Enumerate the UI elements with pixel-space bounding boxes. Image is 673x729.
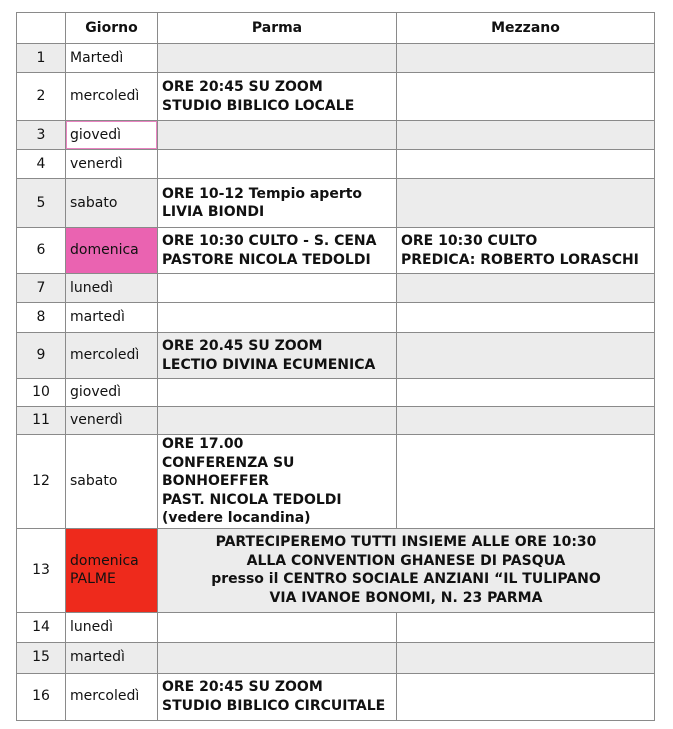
row-16 — [17, 673, 655, 720]
parma-cell — [158, 44, 397, 73]
row-3 — [17, 121, 655, 150]
day-number: 12 — [17, 435, 66, 529]
parma-cell — [158, 407, 397, 435]
day-number: 6 — [17, 228, 66, 274]
parma-cell: ORE 20:45 SU ZOOM STUDIO BIBLICO LOCALE — [158, 73, 397, 121]
day-name: giovedì — [66, 379, 158, 407]
row-13 — [17, 528, 655, 612]
parma-cell: ORE 10-12 Tempio aperto LIVIA BIONDI — [158, 179, 397, 228]
day-name: venerdì — [66, 150, 158, 179]
parma-cell — [158, 121, 397, 150]
row-2 — [17, 73, 655, 121]
header-mezzano: Mezzano — [397, 13, 655, 44]
day-name: venerdì — [66, 407, 158, 435]
row-15 — [17, 642, 655, 673]
mezzano-cell — [397, 179, 655, 228]
mezzano-cell — [397, 379, 655, 407]
day-name: Martedì — [66, 44, 158, 73]
header-giorno: Giorno — [66, 13, 158, 44]
day-name: martedì — [66, 303, 158, 333]
day-number: 16 — [17, 673, 66, 720]
mezzano-cell — [397, 435, 655, 529]
day-number: 2 — [17, 73, 66, 121]
mezzano-cell: ORE 10:30 CULTO PREDICA: ROBERTO LORASCHI — [397, 228, 655, 274]
day-number: 15 — [17, 642, 66, 673]
day-number: 7 — [17, 274, 66, 303]
day-number: 10 — [17, 379, 66, 407]
day-number: 3 — [17, 121, 66, 150]
day-number: 4 — [17, 150, 66, 179]
mezzano-cell — [397, 642, 655, 673]
joint-event-cell: PARTECIPEREMO TUTTI INSIEME ALLE ORE 10:30 ALLA CONVENTION GHANESE DI PASQUA presso il CENTRO SOCIALE ANZIANI “IL TULIPANO VIA IVANOE BONOMI, N. 23 PARMA — [158, 528, 655, 612]
mezzano-cell — [397, 673, 655, 720]
calendar-table — [16, 12, 655, 721]
row-11 — [17, 407, 655, 435]
row-14 — [17, 612, 655, 642]
day-name: mercoledì — [66, 673, 158, 720]
parma-cell — [158, 612, 397, 642]
mezzano-cell — [397, 303, 655, 333]
mezzano-cell — [397, 44, 655, 73]
day-name: lunedì — [66, 612, 158, 642]
day-number: 13 — [17, 528, 66, 612]
header-num — [17, 13, 66, 44]
parma-cell — [158, 274, 397, 303]
parma-cell: ORE 20.45 SU ZOOM LECTIO DIVINA ECUMENICA — [158, 333, 397, 379]
row-4 — [17, 150, 655, 179]
parma-cell — [158, 303, 397, 333]
mezzano-cell — [397, 73, 655, 121]
day-name: giovedì — [66, 121, 158, 150]
day-number: 8 — [17, 303, 66, 333]
mezzano-cell — [397, 407, 655, 435]
row-8 — [17, 303, 655, 333]
day-name: mercoledì — [66, 333, 158, 379]
row-1 — [17, 44, 655, 73]
day-number: 9 — [17, 333, 66, 379]
mezzano-cell — [397, 333, 655, 379]
parma-cell: ORE 17.00 CONFERENZA SU BONHOEFFER PAST. NICOLA TEDOLDI (vedere locandina) — [158, 435, 397, 529]
parma-cell: ORE 10:30 CULTO - S. CENA PASTORE NICOLA TEDOLDI — [158, 228, 397, 274]
header-parma: Parma — [158, 13, 397, 44]
day-number: 1 — [17, 44, 66, 73]
row-9 — [17, 333, 655, 379]
day-name: mercoledì — [66, 73, 158, 121]
mezzano-cell — [397, 150, 655, 179]
day-name-palm-sunday: domenica PALME — [66, 528, 158, 612]
day-name: sabato — [66, 435, 158, 529]
day-name: martedì — [66, 642, 158, 673]
row-10 — [17, 379, 655, 407]
header-row — [17, 13, 655, 44]
day-name-sunday: domenica — [66, 228, 158, 274]
parma-cell: ORE 20:45 SU ZOOM STUDIO BIBLICO CIRCUITALE — [158, 673, 397, 720]
mezzano-cell — [397, 274, 655, 303]
day-number: 11 — [17, 407, 66, 435]
day-number: 5 — [17, 179, 66, 228]
day-name: sabato — [66, 179, 158, 228]
row-6 — [17, 228, 655, 274]
parma-cell — [158, 379, 397, 407]
mezzano-cell — [397, 612, 655, 642]
parma-cell — [158, 642, 397, 673]
row-12 — [17, 435, 655, 529]
day-number: 14 — [17, 612, 66, 642]
row-5 — [17, 179, 655, 228]
mezzano-cell — [397, 121, 655, 150]
day-name: lunedì — [66, 274, 158, 303]
parma-cell — [158, 150, 397, 179]
row-7 — [17, 274, 655, 303]
